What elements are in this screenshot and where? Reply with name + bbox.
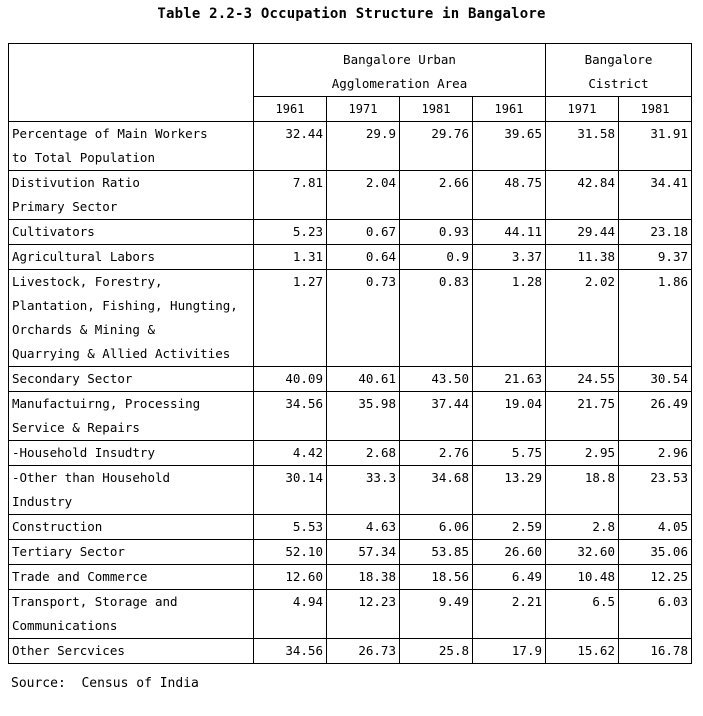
value-cell: 6.06	[400, 515, 473, 540]
table-row	[9, 245, 692, 270]
value-cell: 32.44	[254, 122, 327, 171]
value-cell: 12.60	[254, 565, 327, 590]
value-cell: 26.60	[473, 540, 546, 565]
group-header-line: Bangalore	[584, 52, 653, 67]
value-cell: 2.8	[546, 515, 619, 540]
value-cell: 15.62	[546, 639, 619, 664]
row-label	[9, 441, 254, 466]
row-label-line: Industry	[12, 494, 73, 509]
value-cell: 0.64	[327, 245, 400, 270]
row-label	[9, 515, 254, 540]
value-cell: 12.25	[619, 565, 692, 590]
value-cell: 2.21	[473, 590, 546, 639]
row-label-line: Construction	[12, 519, 103, 534]
row-label-line: Service & Repairs	[12, 420, 140, 435]
header-group-row	[9, 44, 692, 97]
value-cell: 24.55	[546, 367, 619, 392]
table-row	[9, 367, 692, 392]
table-title: Table 2.2-3 Occupation Structure in Bangalore	[157, 6, 546, 22]
row-label	[9, 122, 254, 171]
row-label	[9, 466, 254, 515]
table-row	[9, 639, 692, 664]
group-header-urban	[254, 44, 546, 97]
row-label-line: -Household Insudtry	[12, 445, 155, 460]
value-cell: 17.9	[473, 639, 546, 664]
row-label	[9, 540, 254, 565]
table-row	[9, 171, 692, 220]
value-cell: 34.56	[254, 392, 327, 441]
header-blank-cell	[9, 44, 254, 122]
value-cell: 26.73	[327, 639, 400, 664]
value-cell: 2.95	[546, 441, 619, 466]
value-cell: 34.41	[619, 171, 692, 220]
year-header: 1981	[400, 97, 473, 122]
value-cell: 32.60	[546, 540, 619, 565]
value-cell: 30.14	[254, 466, 327, 515]
value-cell: 18.56	[400, 565, 473, 590]
row-label-line: Quarrying & Allied Activities	[12, 346, 231, 361]
row-label	[9, 639, 254, 664]
value-cell: 33.3	[327, 466, 400, 515]
value-cell: 2.76	[400, 441, 473, 466]
value-cell: 16.78	[619, 639, 692, 664]
row-label-line: Other Sercvices	[12, 643, 125, 658]
value-cell: 44.11	[473, 220, 546, 245]
group-header-district	[546, 44, 692, 97]
value-cell: 4.05	[619, 515, 692, 540]
value-cell: 18.38	[327, 565, 400, 590]
value-cell: 0.67	[327, 220, 400, 245]
value-cell: 9.49	[400, 590, 473, 639]
value-cell: 40.61	[327, 367, 400, 392]
value-cell: 25.8	[400, 639, 473, 664]
year-header: 1971	[546, 97, 619, 122]
table-row	[9, 220, 692, 245]
value-cell: 23.53	[619, 466, 692, 515]
value-cell: 39.65	[473, 122, 546, 171]
value-cell: 21.63	[473, 367, 546, 392]
row-label-line: Transport, Storage and	[12, 594, 178, 609]
row-label	[9, 392, 254, 441]
value-cell: 35.06	[619, 540, 692, 565]
value-cell: 19.04	[473, 392, 546, 441]
value-cell: 0.9	[400, 245, 473, 270]
row-label-line: Trade and Commerce	[12, 569, 148, 584]
table-row	[9, 122, 692, 171]
row-label-line: Secondary Sector	[12, 371, 133, 386]
value-cell: 34.56	[254, 639, 327, 664]
group-header-line: Agglomeration Area	[331, 76, 468, 91]
value-cell: 2.68	[327, 441, 400, 466]
value-cell: 29.76	[400, 122, 473, 171]
value-cell: 12.23	[327, 590, 400, 639]
value-cell: 6.5	[546, 590, 619, 639]
value-cell: 26.49	[619, 392, 692, 441]
value-cell: 1.31	[254, 245, 327, 270]
year-header: 1981	[619, 97, 692, 122]
value-cell: 7.81	[254, 171, 327, 220]
value-cell: 2.02	[546, 270, 619, 367]
row-label-line: to Total Population	[12, 150, 155, 165]
value-cell: 2.66	[400, 171, 473, 220]
value-cell: 35.98	[327, 392, 400, 441]
value-cell: 53.85	[400, 540, 473, 565]
row-label	[9, 590, 254, 639]
value-cell: 0.73	[327, 270, 400, 367]
value-cell: 34.68	[400, 466, 473, 515]
table-row	[9, 466, 692, 515]
table-row	[9, 392, 692, 441]
occupation-table	[8, 43, 692, 664]
group-header-line: Bangalore Urban	[343, 52, 456, 67]
row-label-line: Communications	[12, 618, 118, 633]
table-row	[9, 540, 692, 565]
value-cell: 0.83	[400, 270, 473, 367]
row-label	[9, 565, 254, 590]
row-label-line: Livestock, Forestry,	[12, 274, 163, 289]
value-cell: 3.37	[473, 245, 546, 270]
value-cell: 21.75	[546, 392, 619, 441]
year-header: 1971	[327, 97, 400, 122]
value-cell: 9.37	[619, 245, 692, 270]
row-label	[9, 270, 254, 367]
value-cell: 57.34	[327, 540, 400, 565]
value-cell: 4.94	[254, 590, 327, 639]
value-cell: 4.63	[327, 515, 400, 540]
table-row	[9, 515, 692, 540]
value-cell: 29.9	[327, 122, 400, 171]
value-cell: 0.93	[400, 220, 473, 245]
row-label-line: Manufactuirng, Processing	[12, 396, 201, 411]
value-cell: 10.48	[546, 565, 619, 590]
source-label: Source:	[11, 676, 66, 691]
value-cell: 11.38	[546, 245, 619, 270]
value-cell: 30.54	[619, 367, 692, 392]
value-cell: 43.50	[400, 367, 473, 392]
value-cell: 1.86	[619, 270, 692, 367]
row-label-line: Plantation, Fishing, Hungting,	[12, 298, 238, 313]
row-label-line: Percentage of Main Workers	[12, 126, 208, 141]
value-cell: 5.53	[254, 515, 327, 540]
source-text: Census of India	[81, 676, 199, 691]
row-label-line: Agricultural Labors	[12, 249, 155, 264]
value-cell: 18.8	[546, 466, 619, 515]
source-note	[11, 676, 199, 691]
row-label	[9, 171, 254, 220]
value-cell: 2.96	[619, 441, 692, 466]
value-cell: 6.49	[473, 565, 546, 590]
table-row	[9, 270, 692, 367]
value-cell: 2.04	[327, 171, 400, 220]
value-cell: 1.27	[254, 270, 327, 367]
row-label	[9, 245, 254, 270]
value-cell: 40.09	[254, 367, 327, 392]
row-label	[9, 220, 254, 245]
value-cell: 1.28	[473, 270, 546, 367]
table-row	[9, 590, 692, 639]
value-cell: 31.58	[546, 122, 619, 171]
value-cell: 52.10	[254, 540, 327, 565]
year-header: 1961	[254, 97, 327, 122]
row-label-line: -Other than Household	[12, 470, 171, 485]
row-label	[9, 367, 254, 392]
year-header: 1961	[473, 97, 546, 122]
value-cell: 5.23	[254, 220, 327, 245]
row-label-line: Orchards & Mining &	[12, 322, 155, 337]
value-cell: 29.44	[546, 220, 619, 245]
value-cell: 5.75	[473, 441, 546, 466]
value-cell: 2.59	[473, 515, 546, 540]
table-row	[9, 441, 692, 466]
value-cell: 31.91	[619, 122, 692, 171]
row-label-line: Tertiary Sector	[12, 544, 125, 559]
value-cell: 48.75	[473, 171, 546, 220]
table-row	[9, 565, 692, 590]
value-cell: 37.44	[400, 392, 473, 441]
row-label-line: Primary Sector	[12, 199, 118, 214]
value-cell: 13.29	[473, 466, 546, 515]
group-header-line: Cistrict	[588, 76, 649, 91]
value-cell: 23.18	[619, 220, 692, 245]
row-label-line: Distivution Ratio	[12, 175, 140, 190]
value-cell: 6.03	[619, 590, 692, 639]
row-label-line: Cultivators	[12, 224, 95, 239]
value-cell: 4.42	[254, 441, 327, 466]
value-cell: 42.84	[546, 171, 619, 220]
